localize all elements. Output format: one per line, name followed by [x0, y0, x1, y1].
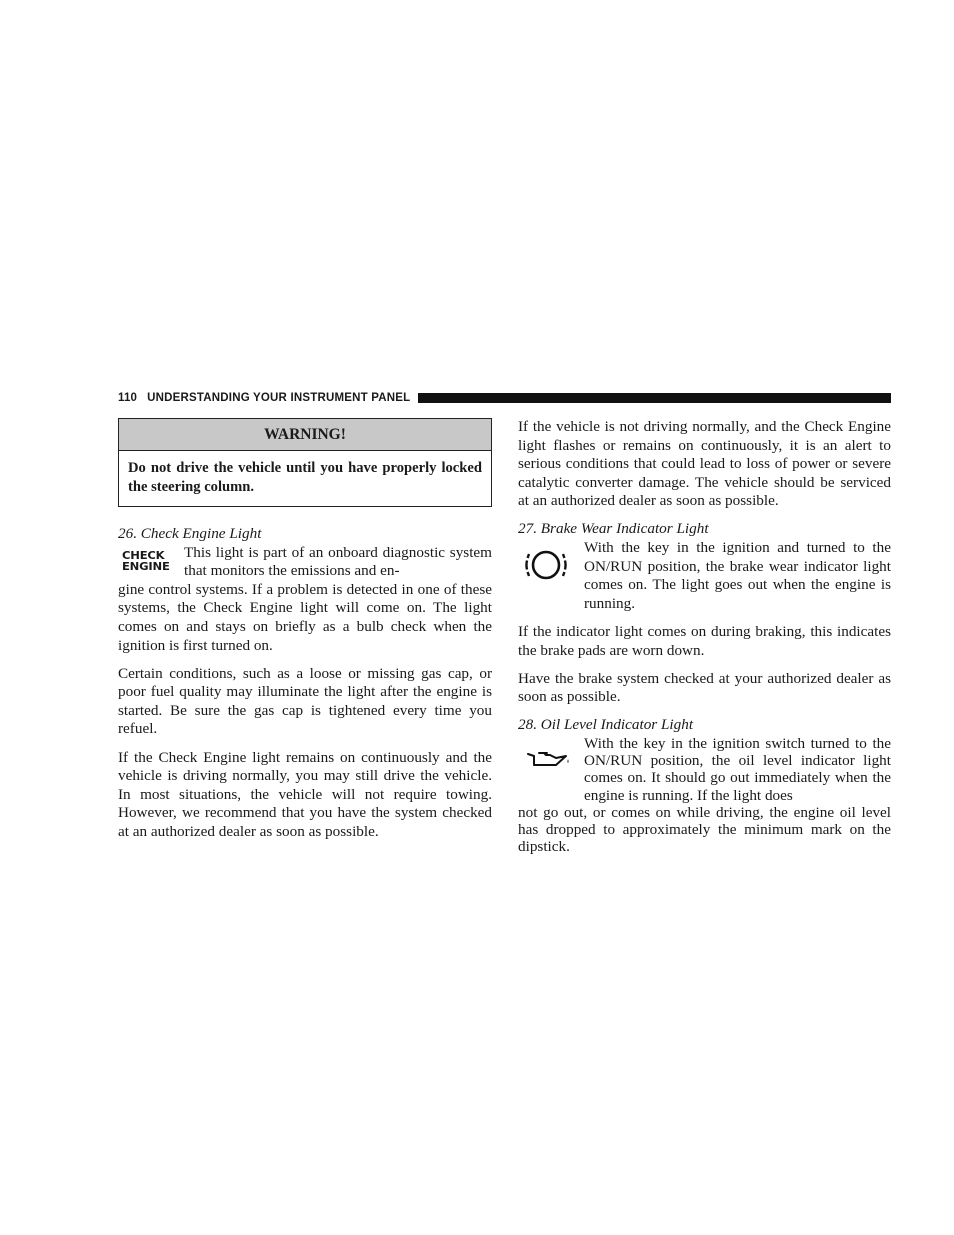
flashing-light-paragraph: If the vehicle is not driving normally, and the Check Engine light flashes or remains on continuously, it is an alert to serious conditions that could lead to loss of power or severe catalytic converter damage. The vehicle should be serviced at an authorized dealer as soon as possible.	[518, 418, 891, 510]
brake-wear-icon	[524, 545, 568, 585]
warning-heading: WARNING!	[119, 419, 491, 451]
oil-level-text: not go out, or comes on while driving, the engine oil level has dropped to approximately the minimum mark on the dipstick.	[518, 803, 891, 856]
check-engine-block	[118, 544, 492, 581]
oil-can-icon	[526, 747, 572, 769]
brake-pads-paragraph: If the indicator light comes on during braking, this indicates the brake pads are worn down.	[518, 622, 891, 659]
section-header-title: UNDERSTANDING YOUR INSTRUMENT PANEL	[147, 392, 411, 404]
brake-dealer-paragraph: Have the brake system checked at your authorized dealer as soon as possible.	[518, 669, 891, 706]
left-column	[118, 418, 492, 851]
brake-wear-text: With the key in the ignition and turned to the ON/RUN position, the brake wear indicator light comes on. The light goes out when the engine is running.	[584, 539, 891, 612]
oil-level-block	[518, 735, 891, 804]
header-rule	[418, 393, 891, 403]
page-header	[118, 390, 891, 406]
gas-cap-paragraph: Certain conditions, such as a loose or missing gas cap, or poor fuel quality may illuminate the light after the engine is started. Be sure the gas cap is tightened every time you refuel.	[118, 664, 492, 738]
brake-wear-title: 27. Brake Wear Indicator Light	[518, 520, 709, 538]
check-engine-icon: CHECK ENGINE	[122, 548, 170, 574]
oil-level-title: 28. Oil Level Indicator Light	[518, 716, 694, 734]
warning-text: Do not drive the vehicle until you have properly locked the steering column.	[128, 460, 482, 495]
check-engine-title: 26. Check Engine Light	[118, 525, 262, 542]
brake-wear-block	[518, 539, 891, 613]
oil-level-lead: With the key in the ignition switch turned to the ON/RUN position, the oil level indicator light comes on. It should go out immediately when the engine is running. If the light does	[584, 734, 891, 804]
check-engine-lead: This light is part of an onboard diagnostic system that monitors the emissions and en-	[184, 543, 492, 580]
page-number: 110	[118, 392, 138, 404]
remains-on-paragraph: If the Check Engine light remains on continuously and the vehicle is driving normally, you may still drive the vehicle. In most situations, the vehicle will not require towing. However, we recommend that you have the system checked at an authorized dealer as soon as possible.	[118, 748, 492, 840]
right-column	[518, 418, 891, 855]
warning-box	[118, 418, 492, 507]
check-engine-text: gine control systems. If a problem is detected in one of these systems, the Check Engine light will come on. The light comes on and stays on briefly as a bulb check when the ignition is first turned on.	[118, 580, 492, 654]
